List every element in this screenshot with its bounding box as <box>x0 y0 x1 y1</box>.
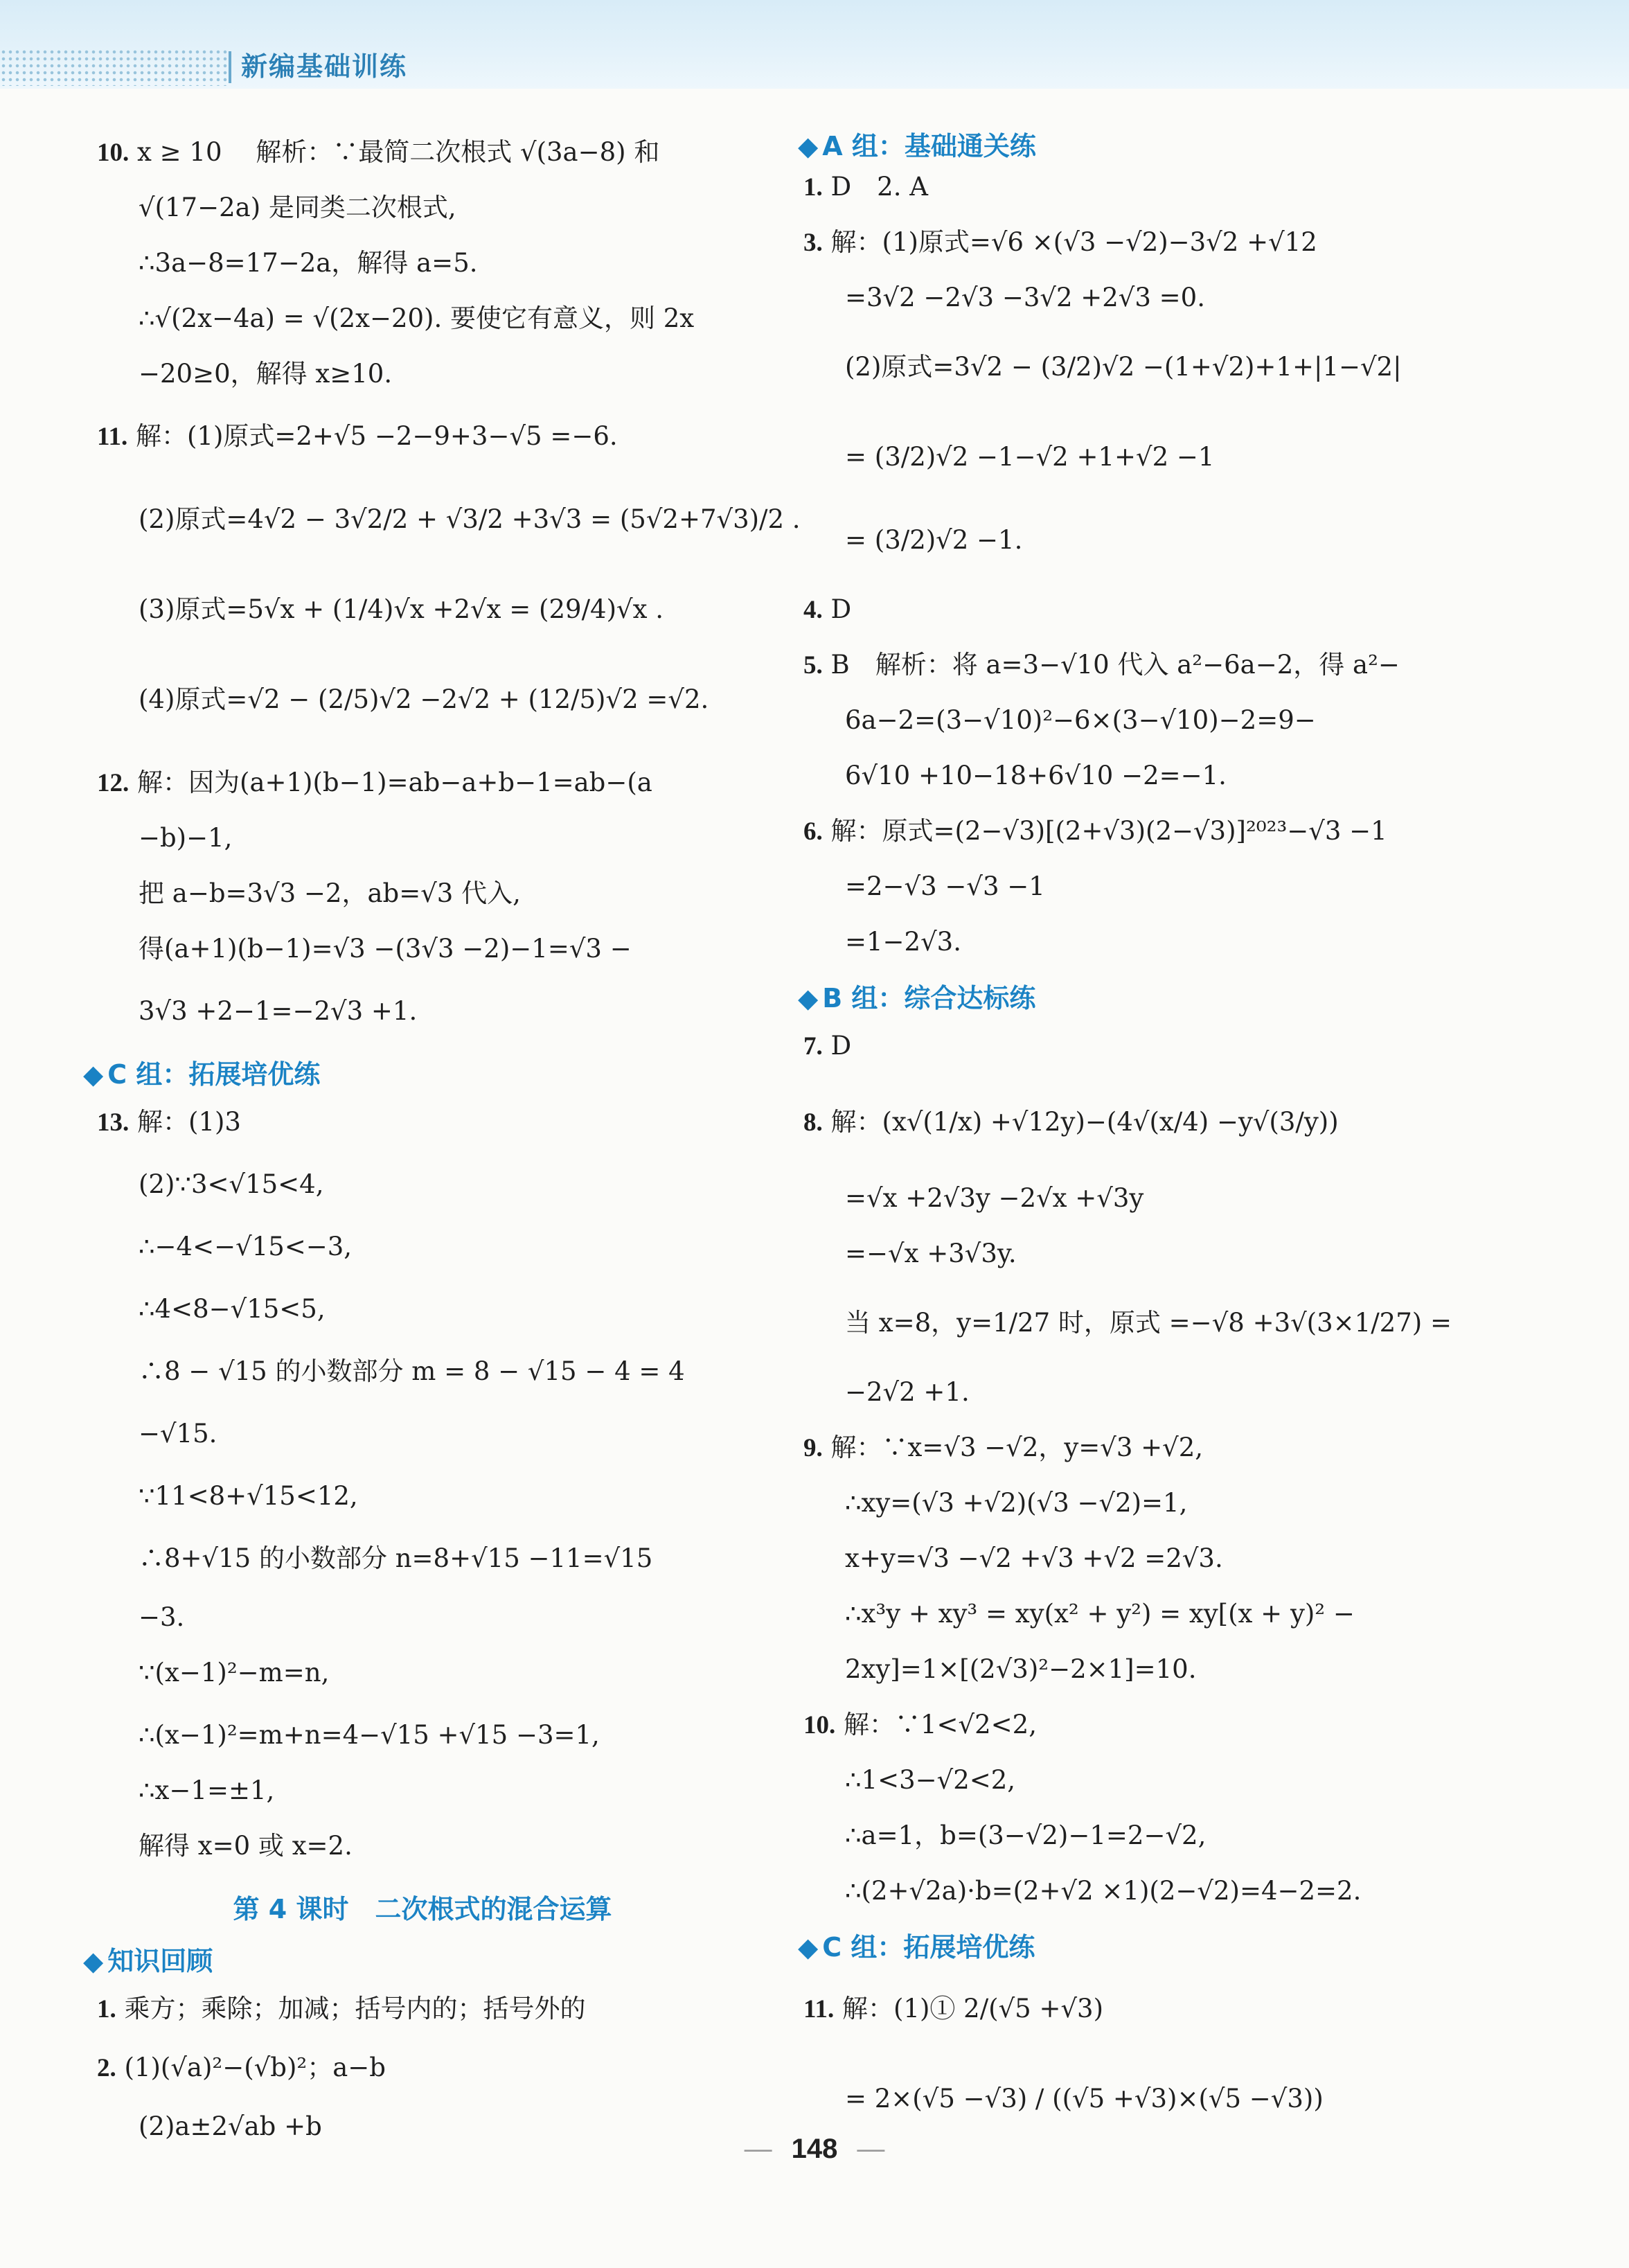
answer-line: 12. 解：因为(a+1)(b−1)=ab−a+b−1=ab−(a <box>97 768 652 797</box>
answer-line: (3)原式=5√x + (1/4)√x +2√x = (29/4)√x . <box>139 594 664 624</box>
answer-line: ∴1<3−√2<2, <box>845 1765 1016 1795</box>
section-heading <box>798 1926 1035 1964</box>
answer-line: (2)原式=3√2 − (3/2)√2 −(1+√2)+1+|1−√2| <box>845 352 1402 382</box>
answer-line: ∴(x−1)²=m+n=4−√15 +√15 −3=1, <box>139 1720 600 1750</box>
answer-line: 当 x=8，y=1/27 时，原式 =−√8 +3√(3×1/27) = <box>845 1308 1452 1338</box>
answer-line: 6√10 +10−18+6√10 −2=−1. <box>845 761 1227 790</box>
answer-line: ∴8 − √15 的小数部分 m = 8 − √15 − 4 = 4 <box>139 1356 685 1386</box>
answer-line: =2−√3 −√3 −1 <box>845 871 1045 901</box>
answer-line: −2√2 +1. <box>845 1377 970 1407</box>
question-number: 5. <box>803 651 823 680</box>
answer-line: √(17−2a) 是同类二次根式, <box>139 193 456 222</box>
diamond-icon: ◆ <box>83 1059 104 1090</box>
answer-line: 10. x ≥ 10 解析：∵最简二次根式 √(3a−8) 和 <box>97 137 660 167</box>
question-number: 4. <box>803 596 823 624</box>
answer-line: x+y=√3 −√2 +√3 +√2 =2√3. <box>845 1543 1223 1573</box>
answer-line: = 2×(√5 −√3) / ((√5 +√3)×(√5 −√3)) <box>845 2084 1324 2114</box>
answer-line: (2)∵3<√15<4, <box>139 1169 324 1199</box>
page-number-text: 148 <box>791 2134 838 2164</box>
question-number: 2. <box>97 2054 116 2082</box>
answer-line: 13. 解：(1)3 <box>97 1107 241 1137</box>
answer-line: 把 a−b=3√3 −2，ab=√3 代入, <box>139 878 521 908</box>
question-number: 11. <box>97 423 128 451</box>
answer-line: =−√x +3√3y. <box>845 1239 1017 1268</box>
answer-line: 6a−2=(3−√10)²−6×(3−√10)−2=9− <box>845 705 1316 735</box>
question-number: 10. <box>803 1711 836 1739</box>
question-number: 12. <box>97 769 130 797</box>
question-number: 13. <box>97 1108 130 1137</box>
answer-line: ∴4<8−√15<5, <box>139 1294 326 1324</box>
section-heading <box>798 125 1036 163</box>
section-heading <box>798 977 1035 1015</box>
question-number: 1. <box>97 1995 116 2023</box>
answer-line: =1−2√3. <box>845 927 961 957</box>
answer-line: −3. <box>139 1602 185 1632</box>
answer-line: = (3/2)√2 −1−√2 +1+√2 −1 <box>845 442 1215 472</box>
lesson-title: 第 4 课时 二次根式的混合运算 <box>233 1894 612 1924</box>
answer-line: 6. 解：原式=(2−√3)[(2+√3)(2−√3)]²⁰²³−√3 −1 <box>803 816 1387 846</box>
question-number: 11. <box>803 1995 835 2023</box>
header-divider <box>229 51 231 83</box>
question-number: 6. <box>803 817 823 846</box>
answer-line: 11. 解：(1)原式=2+√5 −2−9+3−√5 =−6. <box>97 421 618 451</box>
section-heading <box>83 1053 320 1091</box>
answer-line: 5. B 解析：将 a=3−√10 代入 a²−6a−2，得 a²− <box>803 650 1400 680</box>
answer-line: 10. 解：∵1<√2<2, <box>803 1710 1037 1739</box>
answer-line: 解得 x=0 或 x=2. <box>139 1831 353 1861</box>
answer-line: ∴8+√15 的小数部分 n=8+√15 −11=√15 <box>139 1543 653 1573</box>
answer-line: ∴(2+√2a)·b=(2+√2 ×1)(2−√2)=4−2=2. <box>845 1876 1362 1906</box>
answer-line: ∴x−1=±1, <box>139 1775 275 1805</box>
answer-line: (2)a±2√ab +b <box>139 2111 322 2141</box>
answer-line: 11. 解：(1)① 2/(√5 +√3) <box>803 1994 1104 2023</box>
answer-line: 3. 解：(1)原式=√6 ×(√3 −√2)−3√2 +√12 <box>803 227 1317 257</box>
answer-line: 4. D <box>803 594 852 624</box>
answer-line: 9. 解：∵x=√3 −√2，y=√3 +√2, <box>803 1433 1204 1462</box>
header-dot-pattern <box>0 48 229 86</box>
answer-line: 7. D <box>803 1031 852 1061</box>
section-heading-text: 知识回顾 <box>107 1946 213 1976</box>
answer-line: ∵11<8+√15<12, <box>139 1481 358 1511</box>
diamond-icon: ◆ <box>83 1946 104 1976</box>
diamond-icon: ◆ <box>798 1932 819 1963</box>
section-heading-text: C 组：拓展培优练 <box>107 1059 321 1090</box>
answer-line: =3√2 −2√3 −3√2 +2√3 =0. <box>845 283 1205 312</box>
answer-line: ∴3a−8=17−2a，解得 a=5. <box>139 248 478 278</box>
question-number: 8. <box>803 1108 823 1137</box>
section-heading <box>83 1940 213 1978</box>
answer-line: ∵(x−1)²−m=n, <box>139 1658 330 1687</box>
answer-line: 8. 解：(x√(1/x) +√12y)−(4√(x/4) −y√(3/y)) <box>803 1107 1339 1137</box>
answer-line: (2)原式=4√2 − 3√2/2 + √3/2 +3√3 = (5√2+7√3)/2 . <box>139 504 801 534</box>
question-number: 1. <box>803 173 823 202</box>
answer-line: 1. 乘方；乘除；加减；括号内的；括号外的 <box>97 1994 586 2023</box>
diamond-icon: ◆ <box>798 983 819 1013</box>
answer-line: −20≥0，解得 x≥10. <box>139 359 393 389</box>
answer-line: 2. (1)(√a)²−(√b)²；a−b <box>97 2053 386 2082</box>
answer-line: (4)原式=√2 − (2/5)√2 −2√2 + (12/5)√2 =√2. <box>139 684 709 714</box>
answer-line: 得(a+1)(b−1)=√3 −(3√3 −2)−1=√3 − <box>139 934 632 964</box>
section-heading-text: B 组：综合达标练 <box>822 983 1036 1013</box>
question-number: 7. <box>803 1032 823 1061</box>
question-number: 9. <box>803 1434 823 1462</box>
answer-line: 1. D 2. A <box>803 172 928 202</box>
page-number: — 148 — <box>744 2134 885 2164</box>
question-number: 10. <box>97 139 130 167</box>
section-heading-text: A 组：基础通关练 <box>822 131 1036 161</box>
answer-line: ∴−4<−√15<−3, <box>139 1232 353 1261</box>
answer-line: −b)−1, <box>139 823 233 853</box>
question-number: 3. <box>803 229 823 257</box>
answer-line: 3√3 +2−1=−2√3 +1. <box>139 996 418 1026</box>
answer-line: = (3/2)√2 −1. <box>845 525 1023 555</box>
book-title: 新编基础训练 <box>241 51 408 82</box>
section-heading-text: C 组：拓展培优练 <box>822 1932 1035 1963</box>
answer-line: ∴x³y + xy³ = xy(x² + y²) = xy[(x + y)² − <box>845 1599 1355 1629</box>
answer-line: ∴√(2x−4a) = √(2x−20). 要使它有意义，则 2x <box>139 303 695 333</box>
diamond-icon: ◆ <box>798 131 819 161</box>
answer-line: ∴a=1，b=(3−√2)−1=2−√2, <box>845 1820 1207 1850</box>
answer-line: =√x +2√3y −2√x +√3y <box>845 1183 1144 1213</box>
answer-line: 2xy]=1×[(2√3)²−2×1]=10. <box>845 1654 1197 1684</box>
answer-line: ∴xy=(√3 +√2)(√3 −√2)=1, <box>845 1488 1188 1518</box>
answer-line: −√15. <box>139 1419 217 1448</box>
